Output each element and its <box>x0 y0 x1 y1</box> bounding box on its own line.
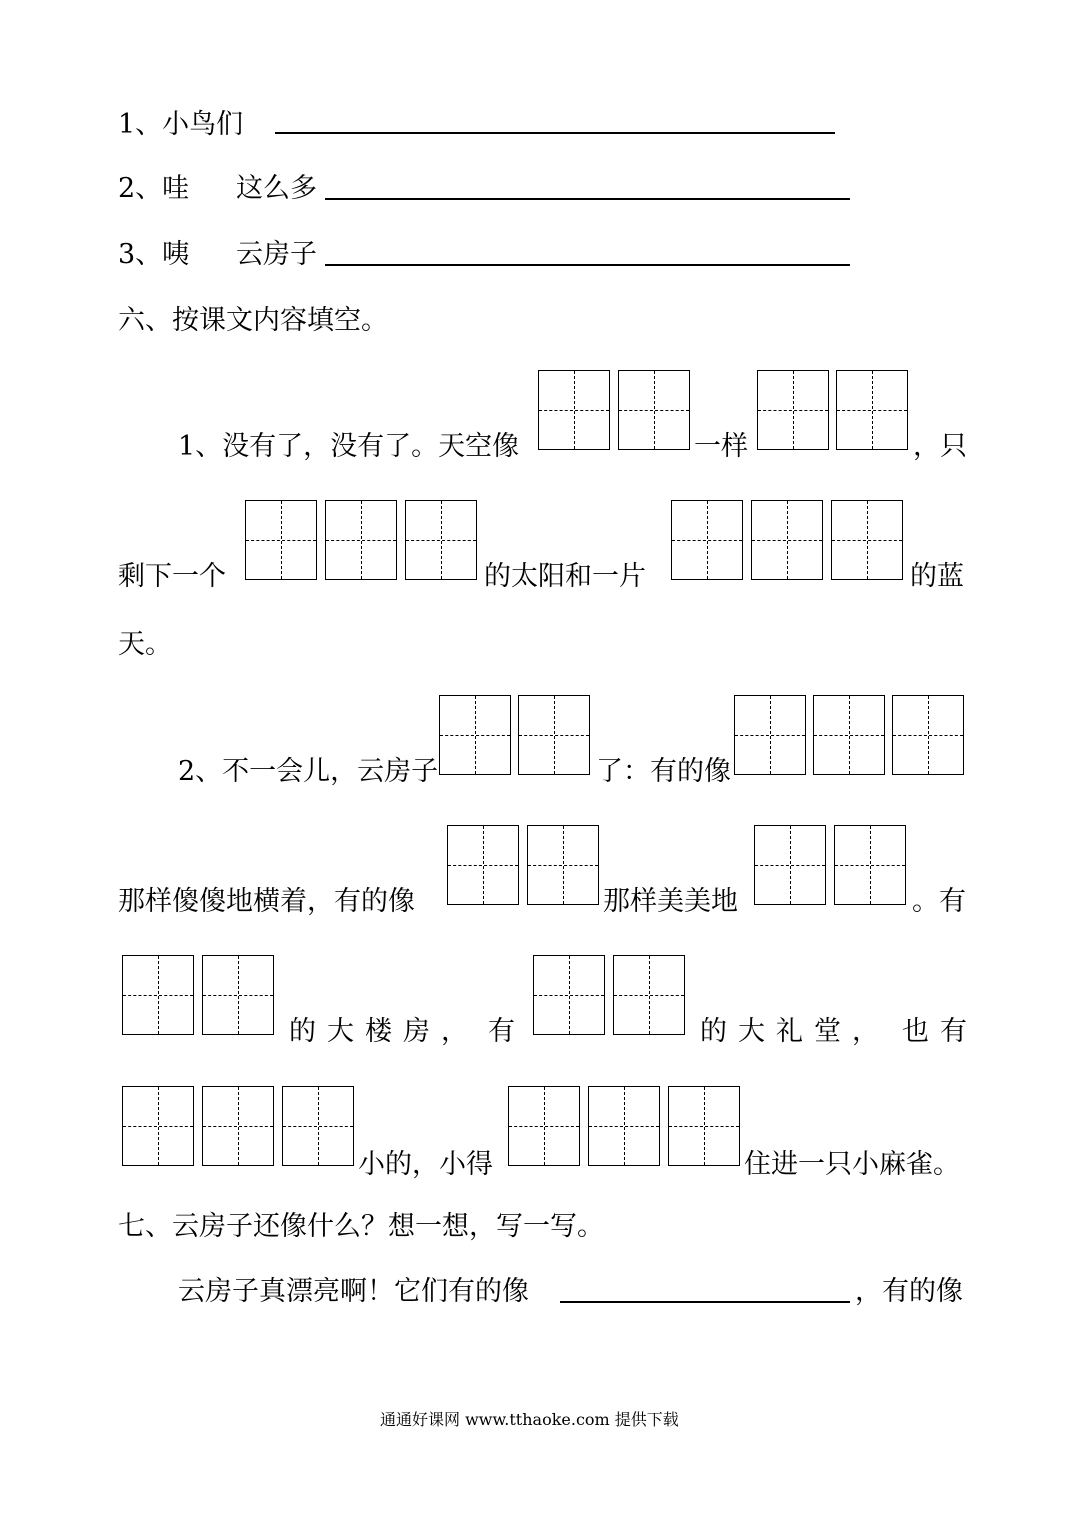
writing-box[interactable] <box>831 500 903 580</box>
section7-text-a: 云房子真漂亮啊！它们有的像 <box>178 1276 529 1307</box>
p1-text-c: ，只 <box>913 431 967 462</box>
footer-text: 通通好课网 www.tthaoke.com 提供下载 <box>380 1410 679 1429</box>
writing-box[interactable] <box>834 825 906 905</box>
q2-label-b: 这么多 <box>236 173 317 204</box>
writing-box[interactable] <box>538 370 610 450</box>
writing-box[interactable] <box>668 1086 740 1166</box>
q1-answer-line[interactable] <box>275 132 835 134</box>
p1-text-g: 天。 <box>118 629 172 660</box>
p2-text-h: 的大礼堂， <box>700 1016 890 1047</box>
p2-text-i: 也有 <box>902 1016 978 1047</box>
writing-box[interactable] <box>405 500 477 580</box>
p1-text-e: 的太阳和一片 <box>484 561 646 592</box>
section7-answer-line[interactable] <box>560 1301 850 1303</box>
writing-box[interactable] <box>439 695 511 775</box>
writing-box[interactable] <box>892 695 964 775</box>
writing-box[interactable] <box>618 370 690 450</box>
p2-text-e: 。有 <box>912 886 966 917</box>
writing-box[interactable] <box>245 500 317 580</box>
q3-label-b: 云房子 <box>236 239 317 270</box>
writing-box[interactable] <box>836 370 908 450</box>
section6-heading: 六、按课文内容填空。 <box>118 305 388 336</box>
q1-label: 1、小鸟们 <box>118 109 244 140</box>
p2-text-d: 那样美美地 <box>603 886 738 917</box>
p1-text-b: 一样 <box>694 431 748 462</box>
p2-text-k: 住进一只小麻雀。 <box>744 1149 960 1180</box>
p2-text-a: 2、不一会儿，云房子 <box>178 756 439 787</box>
writing-box[interactable] <box>751 500 823 580</box>
writing-box[interactable] <box>527 825 599 905</box>
writing-box[interactable] <box>518 695 590 775</box>
section7-text-b: ，有的像 <box>855 1276 963 1307</box>
writing-box[interactable] <box>734 695 806 775</box>
writing-box[interactable] <box>613 955 685 1035</box>
p1-text-d: 剩下一个 <box>118 561 226 592</box>
p2-text-j: 小的，小得 <box>358 1149 493 1180</box>
writing-box[interactable] <box>282 1086 354 1166</box>
writing-box[interactable] <box>447 825 519 905</box>
p2-text-g: 有 <box>488 1016 515 1047</box>
p1-text-a: 1、没有了，没有了。天空像 <box>178 431 520 462</box>
p2-text-f: 的大楼房， <box>289 1016 479 1047</box>
p1-text-f: 的蓝 <box>910 561 964 592</box>
section7-heading: 七、云房子还像什么？想一想，写一写。 <box>118 1211 604 1242</box>
writing-box[interactable] <box>813 695 885 775</box>
p2-text-c: 那样傻傻地横着，有的像 <box>118 886 415 917</box>
writing-box[interactable] <box>122 955 194 1035</box>
writing-box[interactable] <box>508 1086 580 1166</box>
p2-text-b: 了：有的像 <box>596 756 731 787</box>
writing-box[interactable] <box>588 1086 660 1166</box>
writing-box[interactable] <box>202 955 274 1035</box>
writing-box[interactable] <box>754 825 826 905</box>
writing-box[interactable] <box>757 370 829 450</box>
writing-box[interactable] <box>122 1086 194 1166</box>
q2-label-a: 2、哇 <box>118 173 190 204</box>
writing-box[interactable] <box>202 1086 274 1166</box>
writing-box[interactable] <box>325 500 397 580</box>
q3-answer-line[interactable] <box>325 264 850 266</box>
q3-label-a: 3、咦 <box>118 239 190 270</box>
q2-answer-line[interactable] <box>325 198 850 200</box>
writing-box[interactable] <box>671 500 743 580</box>
writing-box[interactable] <box>533 955 605 1035</box>
